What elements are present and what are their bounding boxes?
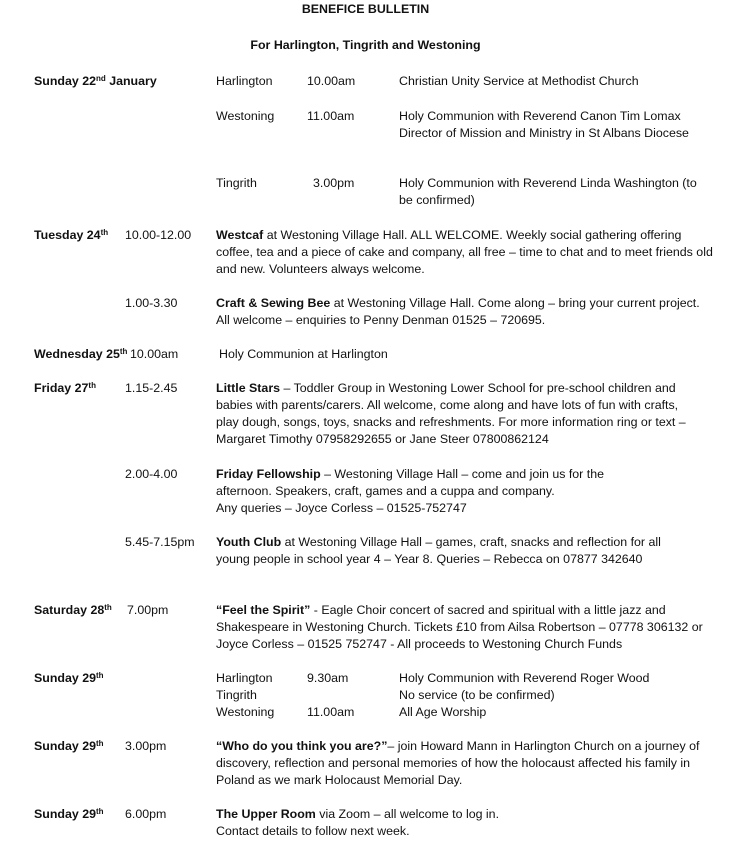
service-time: 11.00am: [307, 705, 355, 719]
day-label-tue24: Tuesday 24th: [34, 228, 109, 242]
service-description: Holy Communion with Reverend Canon Tim Lomax Director of Mission and Ministry in St Albans Diocese: [399, 109, 689, 140]
service-time: 3.00pm: [313, 176, 355, 190]
event-time: 10.00am: [130, 347, 179, 361]
service-description: All Age Worship: [399, 705, 487, 719]
day-label-wed25: Wednesday 25th: [34, 347, 128, 361]
event-time: 6.00pm: [125, 807, 167, 821]
day-label-sun22: Sunday 22nd January: [34, 74, 157, 88]
day-label-sun29: Sunday 29th: [34, 807, 104, 821]
event-time: 1.00-3.30: [125, 296, 178, 310]
event-description: “Who do you think you are?”– join Howard Mann in Harlington Church on a journey of discovery, reflection and personal memories of how the holocaust affected his family in Poland as we mark Holocaust Memorial Day.: [216, 739, 700, 787]
event-time: 1.15-2.45: [125, 381, 178, 395]
event-description: Craft & Sewing Bee at Westoning Village Hall. Come along – bring your current project. All welcome – enquiries to Penny Denman 01525 – 720695.: [216, 296, 700, 327]
event-description: Little Stars – Toddler Group in Westoning Lower School for pre-school children and babies with parents/carers. All welcome, come along and have lots of fun with crafts, play dough, songs, toys, snacks and refreshments. For more information ring or text – Margaret Timothy 07958292655 or Jane Steer 07800862124: [216, 381, 686, 446]
event-description: “Feel the Spirit” - Eagle Choir concert of sacred and spiritual with a little jazz and Shakespeare in Westoning Church. Tickets £10 from Ailsa Robertson – 07778 306132 or Joyce Corless – 01525 752747 - All proceeds to Westoning Church Funds: [216, 603, 703, 651]
service-place: Harlington: [216, 671, 273, 685]
service-place: Tingrith: [216, 176, 257, 190]
bulletin-subtitle: For Harlington, Tingrith and Westoning: [250, 38, 481, 52]
event-time: 2.00-4.00: [125, 467, 178, 481]
service-description: Holy Communion with Reverend Linda Washington (to be confirmed): [399, 176, 697, 207]
event-time: 7.00pm: [127, 603, 169, 617]
event-time: 5.45-7.15pm: [125, 535, 195, 549]
service-time: 11.00am: [307, 109, 355, 123]
service-place: Westoning: [216, 705, 275, 719]
service-time: 9.30am: [307, 671, 349, 685]
event-description: Youth Club at Westoning Village Hall – games, craft, snacks and reflection for all young people in school year 4 – Year 8. Queries – Rebecca on 07877 342640: [216, 535, 661, 566]
service-place: Harlington: [216, 74, 273, 88]
service-time: 10.00am: [307, 74, 356, 88]
event-time: 10.00-12.00: [125, 228, 192, 242]
day-label-fri27: Friday 27th: [34, 381, 96, 395]
bulletin-title: BENEFICE BULLETIN: [301, 2, 430, 16]
event-description: Friday Fellowship – Westoning Village Hall – come and join us for the afternoon. Speakers, craft, games and a cuppa and company. Any queries – Joyce Corless – 01525-752747: [216, 467, 604, 515]
event-description: Westcaf at Westoning Village Hall. ALL WELCOME. Weekly social gathering offering coffee, tea and a piece of cake and company, all free – time to chat and to meet friends old and new. Volunteers always welcome.: [216, 228, 713, 276]
day-label-sun29: Sunday 29th: [34, 739, 104, 753]
event-description: The Upper Room via Zoom – all welcome to log in. Contact details to follow next week.: [216, 807, 500, 838]
service-place: Tingrith: [216, 688, 257, 702]
event-description: Holy Communion at Harlington: [219, 347, 388, 361]
service-place: Westoning: [216, 109, 275, 123]
event-time: 3.00pm: [125, 739, 167, 753]
service-description: Holy Communion with Reverend Roger Wood: [399, 671, 650, 685]
service-description: No service (to be confirmed): [399, 688, 555, 702]
day-label-sat28: Saturday 28th: [34, 603, 112, 617]
day-label-sun29: Sunday 29th: [34, 671, 104, 685]
service-description: Christian Unity Service at Methodist Church: [399, 74, 639, 88]
